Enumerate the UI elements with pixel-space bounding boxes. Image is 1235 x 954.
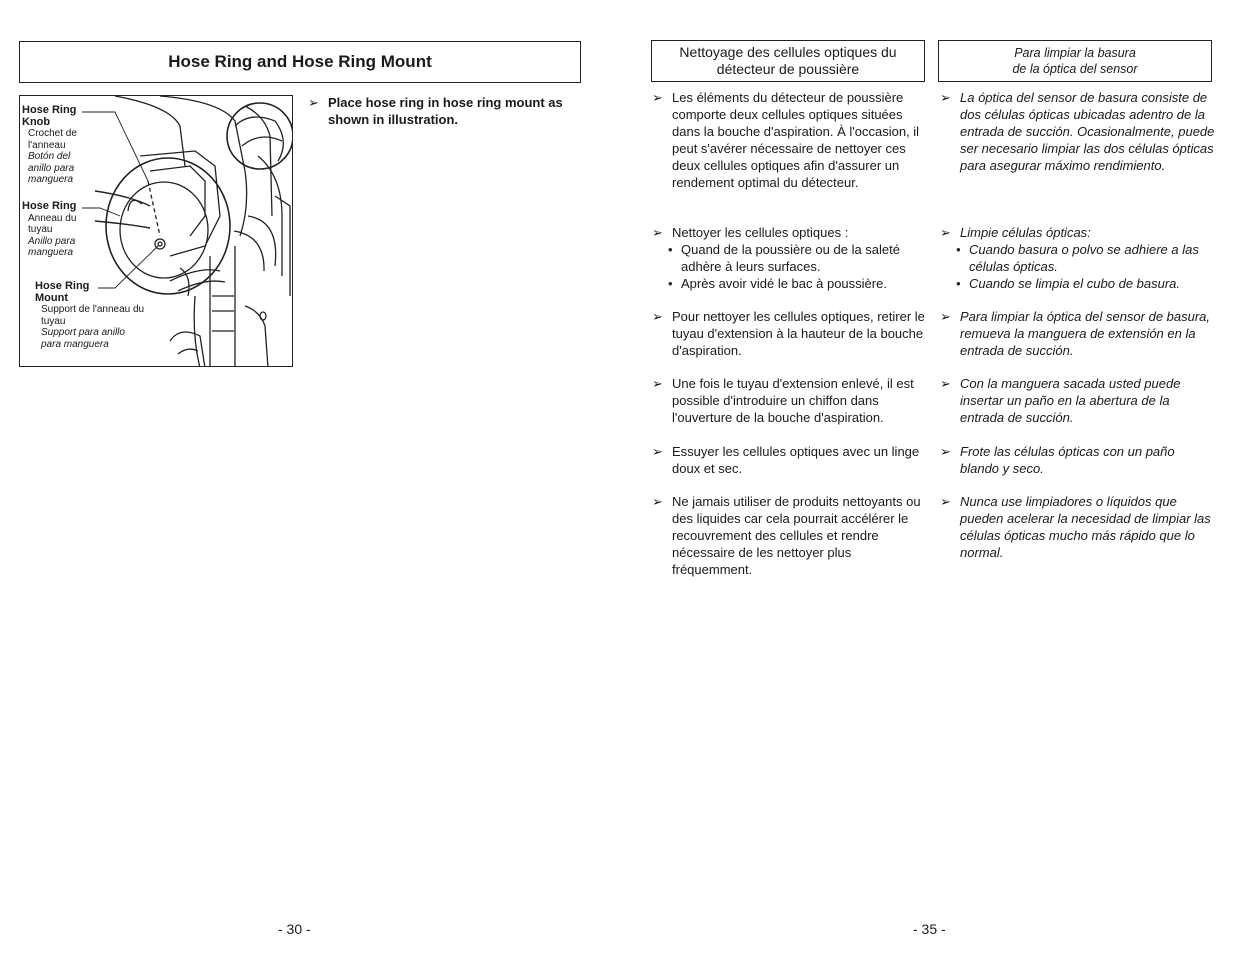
list-item <box>652 375 927 426</box>
arrow-bullet-icon: ➢ <box>652 309 663 324</box>
label-knob-en: Hose Ring Knob <box>22 104 77 128</box>
label-mount-fr: Support de l'anneau du tuyau <box>41 304 145 327</box>
instruction-text: Place hose ring in hose ring mount as shown in illustration. <box>328 95 563 127</box>
list-item <box>652 89 927 191</box>
spanish-title-line2: de la óptica del sensor <box>1012 62 1138 76</box>
label-ring-en: Hose Ring <box>22 200 77 212</box>
item-text: Nunca use limpiadores o líquidos que pueden acelerar la necesidad de limpiar las células ópticas mucho más rápido que lo normal. <box>960 494 1211 560</box>
sub-item <box>652 275 927 292</box>
arrow-bullet-icon: ➢ <box>308 95 319 110</box>
item-text: Para limpiar la óptica del sensor de basura, remueva la manguera de extensión en la entrada de succión. <box>960 309 1211 358</box>
item-text: La óptica del sensor de basura consiste de dos células ópticas ubicadas adentro de la entrada de succión. Ocasionalmente, puede ser necesario limpiar las dos células ópticas para asegurar máximo rendimiento. <box>960 90 1215 173</box>
list-item <box>652 493 927 578</box>
section-title-text: Hose Ring and Hose Ring Mount <box>168 52 432 71</box>
item-text: Limpie células ópticas: <box>960 225 1091 240</box>
sub-item <box>940 275 1215 292</box>
sub-item <box>940 241 1215 275</box>
list-item <box>940 224 1215 292</box>
arrow-bullet-icon: ➢ <box>652 90 663 105</box>
arrow-bullet-icon: ➢ <box>652 225 663 240</box>
item-text: Nettoyer les cellules optiques : <box>672 225 849 240</box>
list-item <box>652 443 927 477</box>
dot-bullet-icon: • <box>668 242 673 257</box>
list-item <box>940 443 1215 477</box>
section-title <box>19 41 581 83</box>
list-item <box>652 224 927 292</box>
sub-item-text: Après avoir vidé le bac à poussière. <box>681 276 887 291</box>
arrow-bullet-icon: ➢ <box>652 444 663 459</box>
item-text: Ne jamais utiliser de produits nettoyants ou des liquides car cela pourrait accélérer le recouvrement des cellules et rendre nécessaire de les nettoyer plus fréquemment. <box>672 494 921 577</box>
arrow-bullet-icon: ➢ <box>940 309 951 324</box>
spanish-section-title <box>938 40 1212 82</box>
label-knob-fr: Crochet de l'anneau <box>28 128 77 151</box>
label-mount-es: Support para anillo para manguera <box>41 327 125 350</box>
instruction-item <box>308 94 578 128</box>
label-mount-en: Hose Ring Mount <box>35 280 90 304</box>
label-hose-ring <box>22 201 84 259</box>
sub-item-text: Quand de la poussière ou de la saleté adhère à leurs surfaces. <box>681 242 900 274</box>
label-hose-ring-mount <box>35 281 145 350</box>
sub-item-text: Cuando basura o polvo se adhiere a las células ópticas. <box>969 242 1199 274</box>
arrow-bullet-icon: ➢ <box>940 90 951 105</box>
french-title-line1: Nettoyage des cellules optiques du <box>679 44 897 60</box>
french-title-line2: détecteur de poussière <box>716 61 860 77</box>
item-text: Une fois le tuyau d'extension enlevé, il est possible d'introduire un chiffon dans l'ouverture de la bouche d'aspiration. <box>672 376 914 425</box>
dot-bullet-icon: • <box>956 242 961 257</box>
list-item <box>940 89 1215 174</box>
list-item <box>940 493 1215 561</box>
dot-bullet-icon: • <box>956 276 961 291</box>
page-number-right: - 35 - <box>913 921 946 937</box>
arrow-bullet-icon: ➢ <box>940 494 951 509</box>
label-ring-fr: Anneau du tuyau <box>28 212 77 235</box>
hose-ring-illustration <box>19 95 293 367</box>
list-item <box>940 308 1215 359</box>
item-text: Les éléments du détecteur de poussière comporte deux cellules optiques situées dans la bouche d'aspiration. À l'occasion, il peut s'avérer nécessaire de nettoyer ces deux cellules optiques afin d'assurer un rendement optimal du détecteur. <box>672 90 920 190</box>
item-text: Essuyer les cellules optiques avec un linge doux et sec. <box>672 444 920 476</box>
arrow-bullet-icon: ➢ <box>652 494 663 509</box>
label-hose-ring-knob <box>22 105 86 186</box>
list-item <box>652 308 927 359</box>
arrow-bullet-icon: ➢ <box>652 376 663 391</box>
dot-bullet-icon: • <box>668 276 673 291</box>
sub-item <box>652 241 927 275</box>
list-item <box>940 375 1215 426</box>
label-ring-es: Anillo para manguera <box>28 235 76 258</box>
arrow-bullet-icon: ➢ <box>940 376 951 391</box>
arrow-bullet-icon: ➢ <box>940 225 951 240</box>
item-text: Frote las células ópticas con un paño blando y seco. <box>960 444 1175 476</box>
arrow-bullet-icon: ➢ <box>940 444 951 459</box>
page-number-left: - 30 - <box>278 921 311 937</box>
french-section-title <box>651 40 925 82</box>
label-knob-es: Botón del anillo para manguera <box>28 151 75 185</box>
sub-item-text: Cuando se limpia el cubo de basura. <box>969 276 1181 291</box>
spanish-title-line1: Para limpiar la basura <box>1014 46 1136 60</box>
item-text: Pour nettoyer les cellules optiques, retirer le tuyau d'extension à la hauteur de la bouche d'aspiration. <box>672 309 925 358</box>
item-text: Con la manguera sacada usted puede insertar un paño en la abertura de la entrada de succión. <box>960 376 1181 425</box>
